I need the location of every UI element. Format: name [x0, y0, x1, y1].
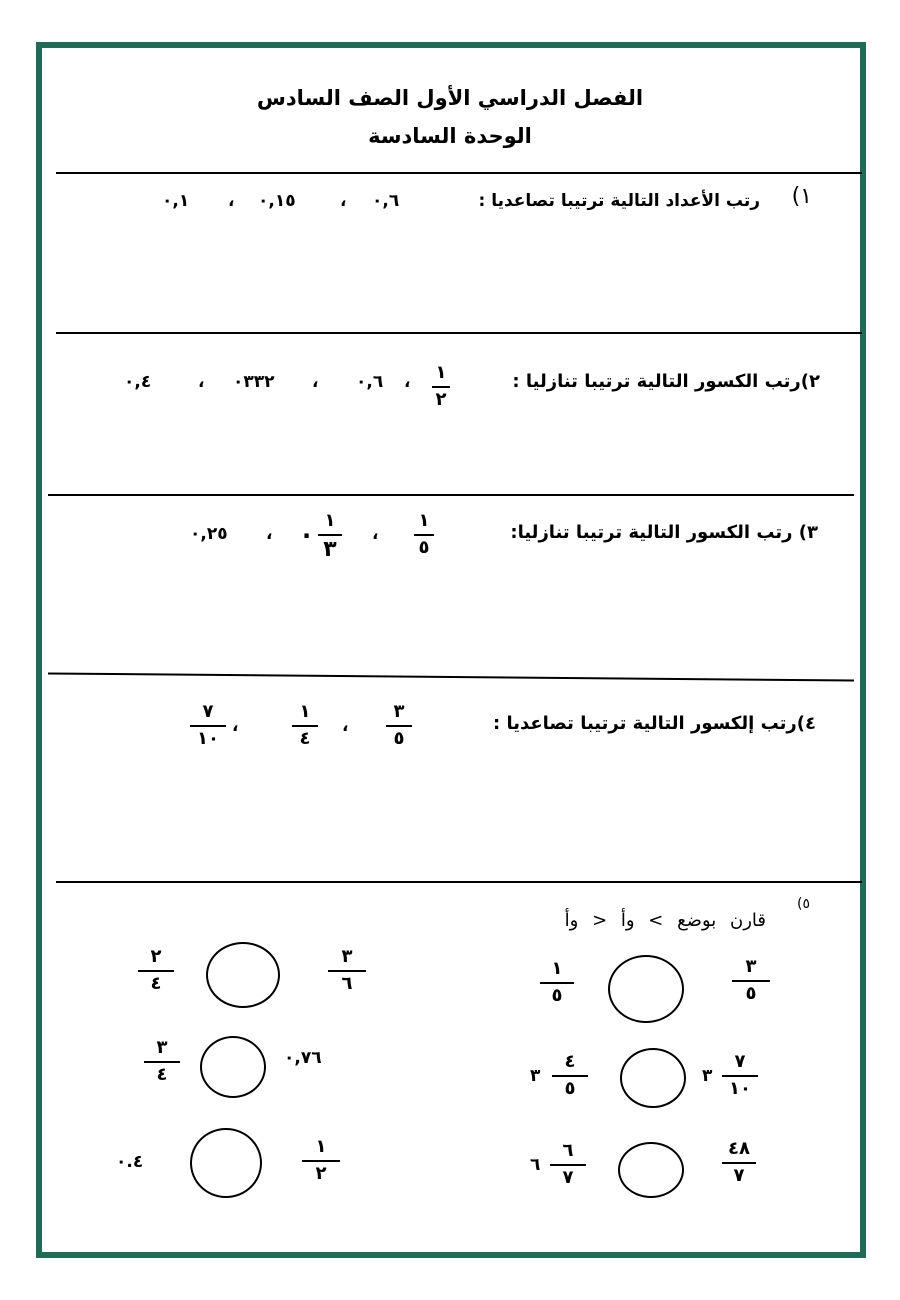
- numerator: ١: [324, 510, 336, 531]
- denominator: ٢: [435, 389, 447, 410]
- q4-sep-2: ،: [232, 716, 239, 736]
- q2-sep-1: ،: [404, 372, 411, 392]
- q5-l3-left-value: ٠.٤: [116, 1152, 144, 1172]
- numerator: ٢: [150, 946, 162, 967]
- q2-value-1: ٠,٦: [356, 372, 384, 392]
- denominator: ٧: [733, 1165, 745, 1186]
- numerator: ١: [299, 701, 311, 722]
- q4-fraction-2: [292, 703, 318, 748]
- numerator: ٣: [156, 1037, 168, 1058]
- denominator: ٥: [564, 1078, 576, 1099]
- q2-fraction-1: [432, 364, 450, 409]
- numerator: ٤٨: [728, 1138, 750, 1159]
- denominator: ٥: [393, 728, 405, 749]
- fraction-bar: [540, 982, 574, 984]
- denominator: ٥: [551, 985, 563, 1006]
- denominator: ٧: [562, 1167, 574, 1188]
- numerator: ٦: [562, 1140, 574, 1161]
- q3-text: ٣) رتب الكسور التالية ترتيبا تنازليا:: [510, 522, 818, 543]
- q1-value-2: ٠,١٥: [258, 191, 296, 211]
- denominator: ٦: [341, 973, 353, 994]
- q3-dot: .: [302, 516, 312, 544]
- divider-3: [48, 494, 854, 496]
- fraction-bar: [386, 725, 412, 727]
- q2-sep-3: ،: [198, 372, 205, 392]
- q2-text: ٢)رتب الكسور التالية ترتيبا تنازليا :: [512, 371, 820, 392]
- fraction-bar: [190, 725, 226, 727]
- denominator: ٥: [418, 537, 430, 558]
- q5-text: قارن بوضع > وأ < وأ: [564, 910, 766, 931]
- q5-l1-left-fraction: [138, 948, 174, 993]
- numerator: ٣: [341, 946, 353, 967]
- numerator: ٧: [202, 701, 214, 722]
- divider-2: [56, 332, 862, 334]
- numerator: ١: [315, 1136, 327, 1157]
- q3-fraction-1: [414, 512, 434, 557]
- q5-r3-left-whole: ٦: [530, 1155, 541, 1175]
- fraction-bar: [732, 980, 770, 982]
- numerator: ٣: [393, 701, 405, 722]
- q5-r1-left-fraction: [540, 960, 574, 1005]
- q3-sep-1: ،: [372, 524, 379, 544]
- q5-l2-compare-circle[interactable]: [200, 1036, 266, 1098]
- q5-l3-right-fraction: [302, 1138, 340, 1183]
- q4-fraction-1: [386, 703, 412, 748]
- q5-l2-right-value: ٠,٧٦: [284, 1048, 322, 1068]
- q5-r2-right-whole: ٣: [702, 1066, 713, 1086]
- fraction-bar: [432, 386, 450, 388]
- q2-value-2: ٠٣٣٢: [233, 372, 275, 392]
- q4-sep-1: ،: [342, 716, 349, 736]
- unit-title: الوحدة السادسة: [368, 124, 532, 148]
- q5-r2-compare-circle[interactable]: [620, 1048, 686, 1108]
- q5-r2-left-fraction: [552, 1053, 588, 1098]
- q1-value-3: ٠,١: [162, 191, 190, 211]
- q2-value-3: ٠,٤: [124, 372, 152, 392]
- q5-r2-left-whole: ٣: [530, 1066, 541, 1086]
- q1-sep-2: ،: [228, 191, 235, 211]
- q5-l3-compare-circle[interactable]: [190, 1128, 262, 1198]
- q2-sep-2: ،: [312, 372, 319, 392]
- q1-number: ١): [791, 184, 812, 209]
- q5-r3-right-fraction: [722, 1140, 756, 1185]
- denominator: ٤: [156, 1064, 168, 1085]
- fraction-bar: [138, 970, 174, 972]
- denominator: ٤: [150, 973, 162, 994]
- q3-value: ٠,٢٥: [190, 524, 228, 544]
- fraction-bar: [722, 1162, 756, 1164]
- numerator: ١: [435, 362, 447, 383]
- denominator: ٢: [315, 1163, 327, 1184]
- q5-r1-right-fraction: [732, 958, 770, 1003]
- fraction-bar: [552, 1075, 588, 1077]
- numerator: ٣: [745, 956, 757, 977]
- fraction-bar: [302, 1160, 340, 1162]
- denominator: ٣: [323, 537, 337, 562]
- q1-text: رتب الأعداد التالية ترتيبا تصاعديا :: [478, 191, 760, 211]
- q5-r3-compare-circle[interactable]: [618, 1142, 684, 1198]
- page-title: الفصل الدراسي الأول الصف السادس: [256, 86, 644, 110]
- q3-fraction-2: [318, 512, 342, 561]
- q5-l1-right-fraction: [328, 948, 366, 993]
- q1-value-1: ٠,٦: [372, 191, 400, 211]
- q5-r3-left-fraction: [550, 1142, 586, 1187]
- q4-fraction-3: [190, 703, 226, 748]
- q4-text: ٤)رتب إلكسور التالية ترتيبا تصاعديا :: [493, 713, 816, 734]
- numerator: ١: [551, 958, 563, 979]
- fraction-bar: [550, 1164, 586, 1166]
- denominator: ١٠: [197, 728, 219, 749]
- q5-l2-left-fraction: [144, 1039, 180, 1084]
- q3-sep-2: ،: [266, 524, 273, 544]
- divider-5: [56, 881, 862, 883]
- q5-r2-right-fraction: [722, 1053, 758, 1098]
- denominator: ٥: [745, 983, 757, 1004]
- fraction-bar: [292, 725, 318, 727]
- fraction-bar: [414, 534, 434, 536]
- q5-number: ٥): [797, 896, 810, 912]
- divider-1: [56, 172, 862, 174]
- fraction-bar: [328, 970, 366, 972]
- numerator: ٧: [734, 1051, 746, 1072]
- denominator: ٤: [299, 728, 311, 749]
- q5-l1-compare-circle[interactable]: [206, 942, 280, 1008]
- numerator: ٤: [564, 1051, 576, 1072]
- denominator: ١٠: [729, 1078, 751, 1099]
- q1-sep-1: ،: [340, 191, 347, 211]
- fraction-bar: [722, 1075, 758, 1077]
- fraction-bar: [144, 1061, 180, 1063]
- q5-r1-compare-circle[interactable]: [608, 955, 684, 1023]
- fraction-bar: [318, 534, 342, 536]
- numerator: ١: [418, 510, 430, 531]
